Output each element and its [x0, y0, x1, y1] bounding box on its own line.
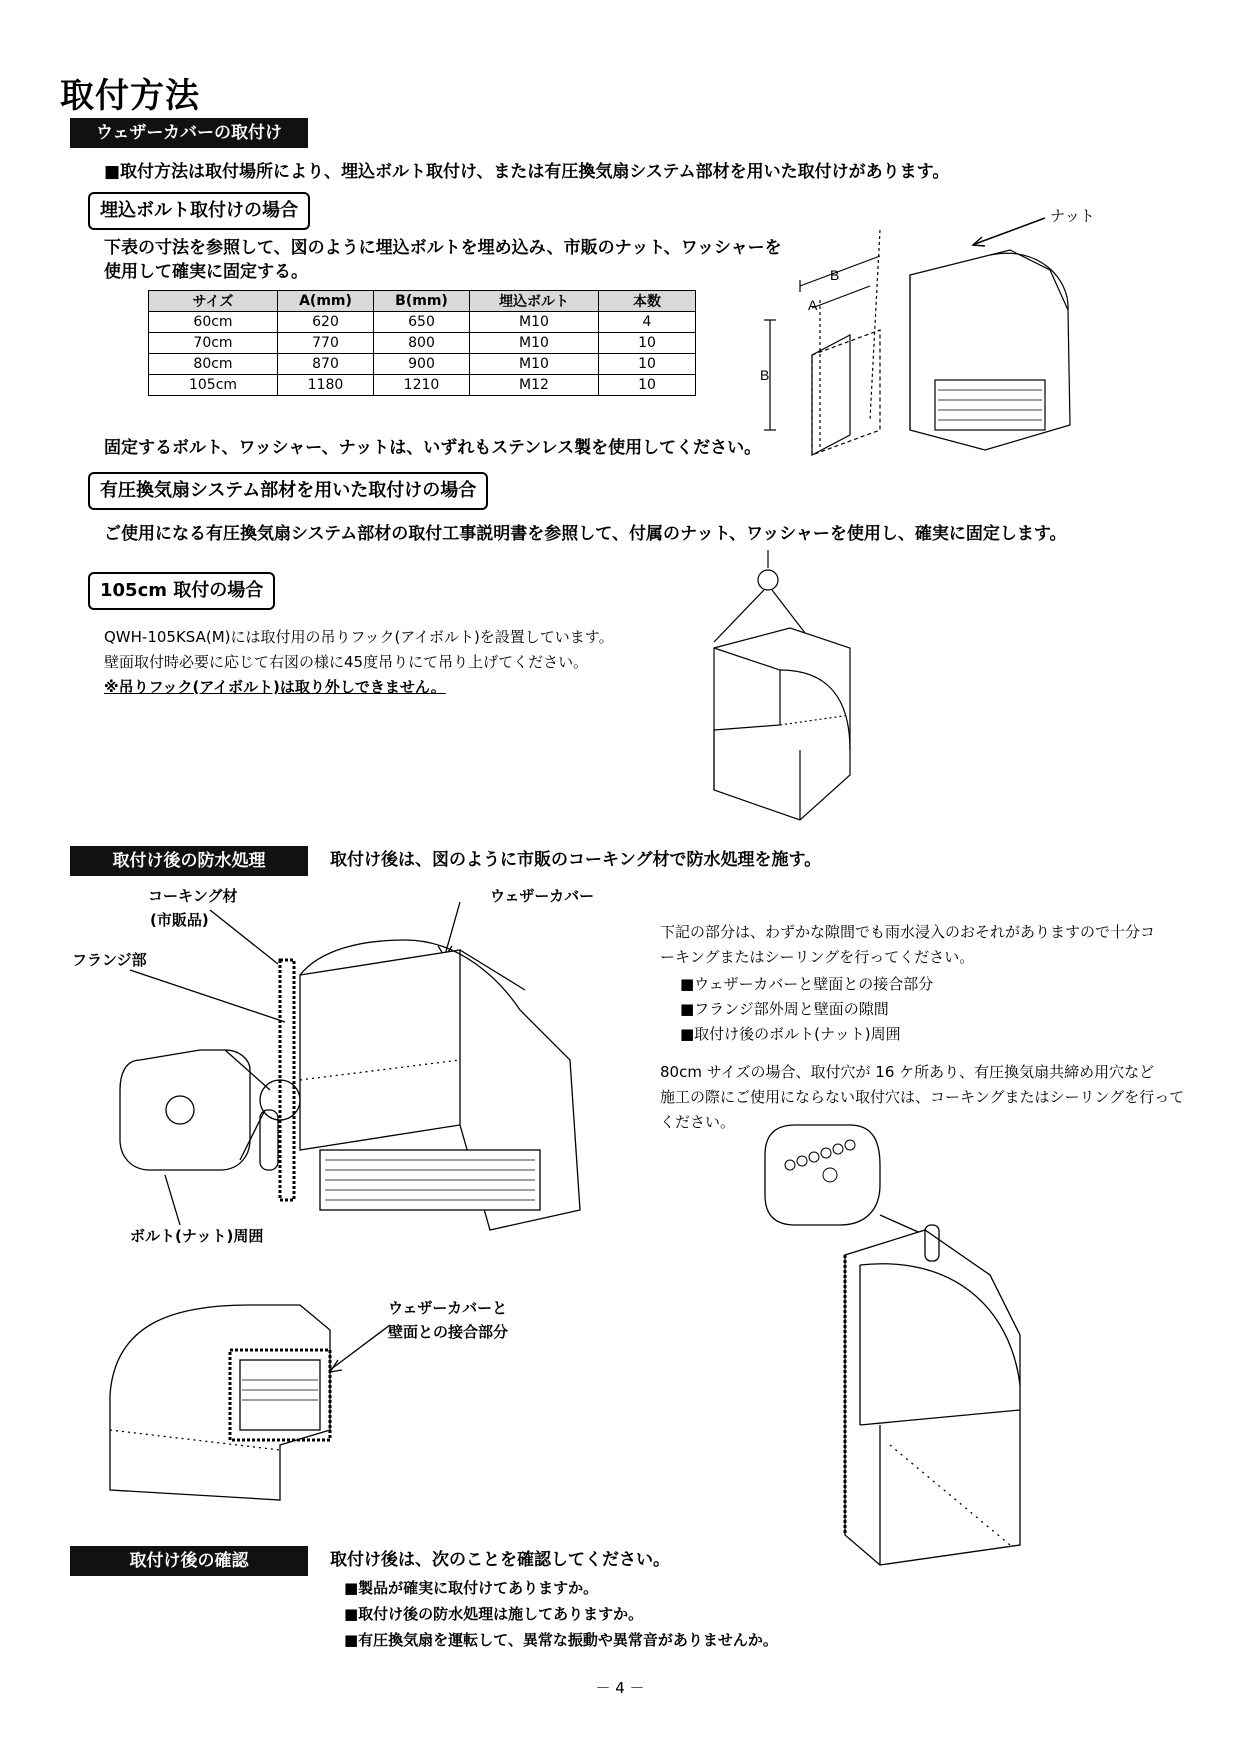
- caution-item: ■ウェザーカバーと壁面との接合部分: [680, 975, 934, 993]
- confirm-item: ■取付け後の防水処理は施してありますか。: [344, 1605, 644, 1623]
- joint-label-1: ウェザーカバーと: [388, 1299, 508, 1317]
- section-bar-waterproof: 取付け後の防水処理: [70, 846, 308, 876]
- confirm-item: ■製品が確実に取付けてありますか。: [344, 1579, 599, 1597]
- fig-label-b: B: [830, 267, 840, 283]
- joint-label-2: 壁面との接合部分: [388, 1323, 509, 1341]
- joint-figure: [100, 1290, 390, 1500]
- table-cell: M10: [470, 312, 599, 333]
- table-cell: 620: [278, 312, 374, 333]
- caulk-label-1: コーキング材: [148, 887, 238, 905]
- table-header: A(mm): [278, 291, 374, 312]
- caution-line1: 下記の部分は、わずかな隙間でも雨水浸入のおそれがありますので十分コ: [660, 923, 1156, 941]
- caution-line2: ーキングまたはシーリングを行ってください。: [660, 948, 975, 966]
- table-cell: 770: [278, 333, 374, 354]
- table-cell: 70cm: [149, 333, 278, 354]
- subsection-box-system: 有圧換気扇システム部材を用いた取付けの場合: [88, 472, 488, 510]
- lifting-figure: [700, 550, 880, 835]
- table-cell: 1180: [278, 375, 374, 396]
- anchor-bolt-figure: [760, 200, 1100, 470]
- table-row: [149, 312, 696, 333]
- table-cell: 870: [278, 354, 374, 375]
- table-row: [149, 333, 696, 354]
- table-row: [149, 354, 696, 375]
- table-cell: 650: [374, 312, 470, 333]
- intro-text: ■取付方法は取付場所により、埋込ボルト取付け、または有圧換気扇システム部材を用いた取付けがあります。: [104, 162, 950, 182]
- system-text: ご使用になる有圧換気扇システム部材の取付工事説明書を参照して、付属のナット、ワッシャーを使用し、確実に固定します。: [104, 524, 1067, 544]
- table-cell: 4: [599, 312, 696, 333]
- table-cell: 10: [599, 375, 696, 396]
- holes-note-line2: 施工の際にご使用にならない取付穴は、コーキングまたはシーリングを行って: [660, 1088, 1185, 1106]
- dimension-table: [148, 290, 696, 396]
- caulk-label-2: (市販品): [150, 911, 209, 929]
- holes-note-line3: ください。: [660, 1113, 736, 1131]
- section-bar-confirm: 取付け後の確認: [70, 1546, 308, 1576]
- table-cell: M12: [470, 375, 599, 396]
- subsection-box-105cm: 105cm 取付の場合: [88, 572, 275, 610]
- table-cell: M10: [470, 354, 599, 375]
- table-cell: M10: [470, 333, 599, 354]
- table-cell: 800: [374, 333, 470, 354]
- flange-label: フランジ部: [72, 951, 147, 969]
- confirm-heading: 取付け後は、次のことを確認してください。: [330, 1550, 670, 1570]
- waterproof-heading: 取付け後は、図のように市販のコーキング材で防水処理を施す。: [330, 850, 822, 870]
- table-cell: 10: [599, 354, 696, 375]
- table-cell: 105cm: [149, 375, 278, 396]
- weather-cover-label: ウェザーカバー: [490, 887, 595, 905]
- fig-label-a: A: [808, 297, 818, 313]
- table-row: [149, 375, 696, 396]
- table-cell: 10: [599, 333, 696, 354]
- table-header: B(mm): [374, 291, 470, 312]
- anchor-text-line1: 下表の寸法を参照して、図のように埋込ボルトを埋め込み、市販のナット、ワッシャーを: [104, 238, 782, 258]
- caution-item: ■取付け後のボルト(ナット)周囲: [680, 1025, 901, 1043]
- bolt-around-label: ボルト(ナット)周囲: [130, 1227, 264, 1245]
- fig-label-b-side: B: [760, 367, 770, 383]
- anchor-text-line2: 使用して確実に固定する。: [104, 262, 308, 282]
- table-header: 本数: [599, 291, 696, 312]
- table-cell: 900: [374, 354, 470, 375]
- hook-text-line1: QWH-105KSA(M)には取付用の吊りフック(アイボルト)を設置しています。: [104, 628, 614, 646]
- hook-warning: ※吊りフック(アイボルト)は取り外しできません。: [104, 678, 446, 696]
- table-cell: 80cm: [149, 354, 278, 375]
- confirm-item: ■有圧換気扇を運転して、異常な振動や異常音がありませんか。: [344, 1631, 778, 1649]
- caution-item: ■フランジ部外周と壁面の隙間: [680, 1000, 889, 1018]
- page-title: 取付方法: [60, 76, 200, 116]
- unused-holes-figure: [750, 1125, 1070, 1545]
- table-header: サイズ: [149, 291, 278, 312]
- table-header: 埋込ボルト: [470, 291, 599, 312]
- page-number: － 4 －: [595, 1679, 645, 1697]
- hook-text-line2: 壁面取付時必要に応じて右図の様に45度吊りにて吊り上げてください。: [104, 653, 589, 671]
- table-header-row: [149, 291, 696, 312]
- table-cell: 1210: [374, 375, 470, 396]
- section-bar-weather-cover: ウェザーカバーの取付け: [70, 118, 308, 148]
- table-cell: 60cm: [149, 312, 278, 333]
- stainless-note: 固定するボルト、ワッシャー、ナットは、いずれもステンレス製を使用してください。: [104, 438, 762, 458]
- nut-label: ナット: [1050, 207, 1095, 225]
- subsection-box-anchor-bolt: 埋込ボルト取付けの場合: [88, 192, 310, 230]
- waterproof-figure: [60, 880, 600, 1240]
- holes-note-line1: 80cm サイズの場合、取付穴が 16 ケ所あり、有圧換気扇共締め用穴など: [660, 1063, 1155, 1081]
